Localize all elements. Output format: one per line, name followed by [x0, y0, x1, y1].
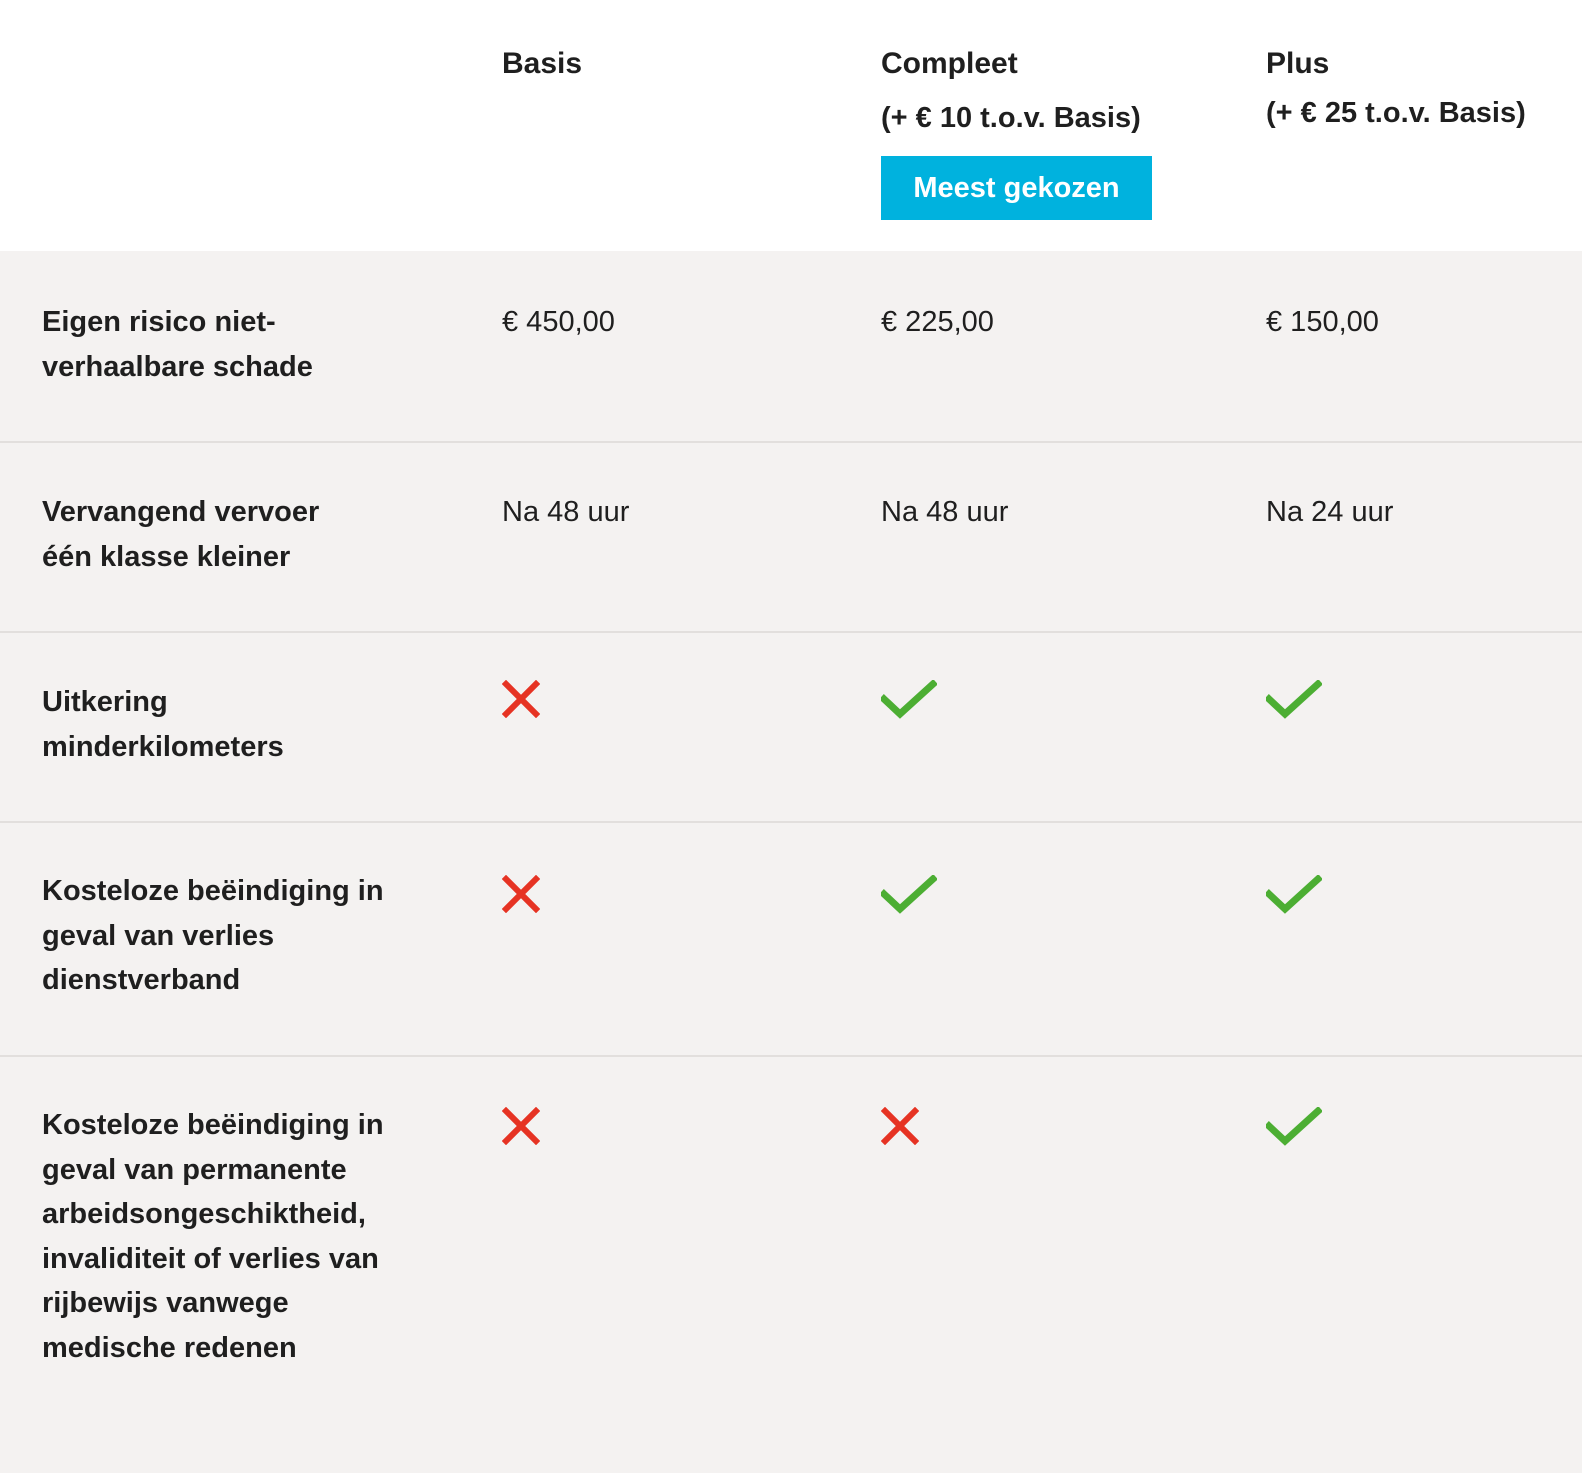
- plan-price-difference: (+ € 25 t.o.v. Basis): [1266, 97, 1526, 129]
- row-label: Uitkering minderkilometers: [42, 686, 284, 763]
- check-icon: [1266, 1107, 1322, 1147]
- table-cell: Na 48 uur: [502, 496, 630, 528]
- plan-price-difference: (+ € 10 t.o.v. Basis): [881, 102, 1141, 134]
- table-cell: € 450,00: [502, 306, 615, 338]
- cross-icon: [502, 680, 540, 718]
- row-label: Vervangend vervoer één klasse kleiner: [42, 496, 320, 573]
- check-icon: [881, 875, 937, 915]
- table-header: [0, 0, 1582, 251]
- table-row: [0, 1055, 1582, 1473]
- most-chosen-badge[interactable]: Meest gekozen: [881, 156, 1152, 220]
- cross-icon: [502, 1107, 540, 1145]
- plan-name: Compleet: [881, 47, 1018, 80]
- plan-header-basis: [502, 44, 582, 84]
- check-icon: [881, 680, 937, 720]
- plan-header-plus: [1266, 44, 1526, 128]
- check-icon: [1266, 875, 1322, 915]
- cross-icon: [502, 875, 540, 913]
- row-label: Kosteloze beëindiging in geval van verlies dienstverband: [42, 875, 384, 996]
- plan-name: Basis: [502, 47, 583, 80]
- table-row: [0, 821, 1582, 1055]
- table-cell: Na 24 uur: [1266, 496, 1394, 528]
- table-row: [0, 251, 1582, 441]
- table-cell: € 150,00: [1266, 306, 1379, 338]
- row-label: Kosteloze beëindiging in geval van permanente arbeidsongeschiktheid, invaliditeit of verlies van rijbewijs vanwege medische redenen: [42, 1109, 384, 1364]
- check-icon: [1266, 680, 1322, 720]
- cross-icon: [881, 1107, 919, 1145]
- table-cell: Na 48 uur: [881, 496, 1009, 528]
- row-label: Eigen risico niet-verhaalbare schade: [42, 306, 313, 383]
- plan-name: Plus: [1266, 47, 1330, 80]
- plan-header-compleet: [881, 44, 1152, 220]
- table-row: [0, 631, 1582, 821]
- table-cell: € 225,00: [881, 306, 994, 338]
- table-row: [0, 441, 1582, 631]
